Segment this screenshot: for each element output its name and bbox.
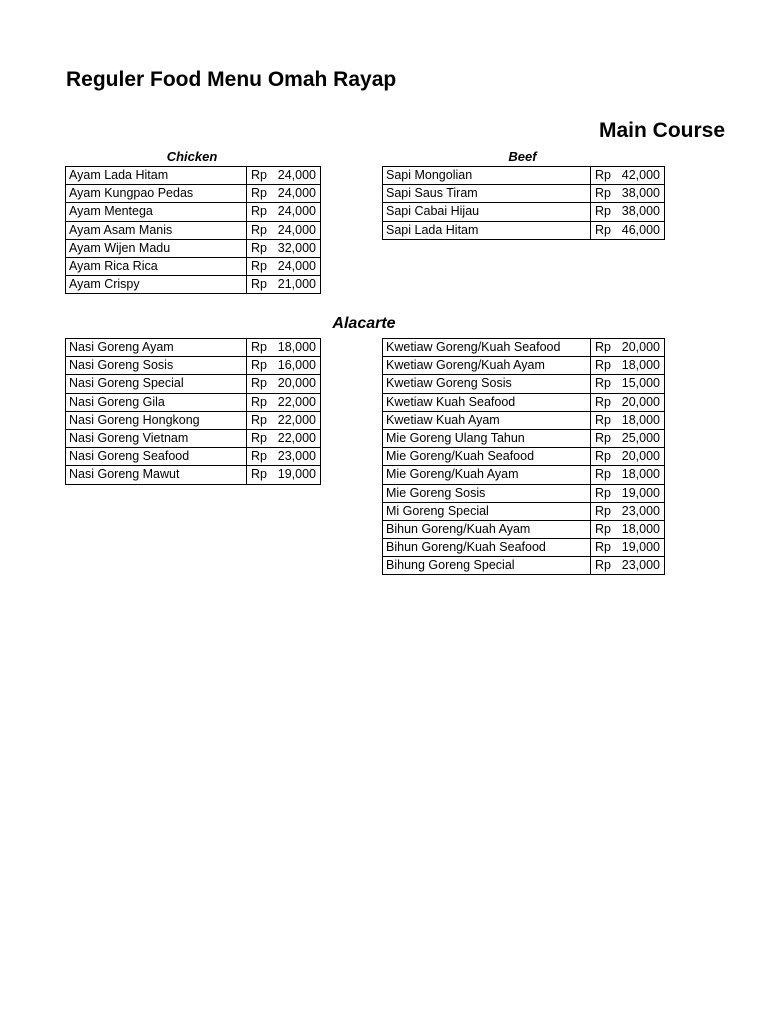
currency-label: Rp bbox=[595, 430, 611, 445]
price-amount: 19,000 bbox=[621, 540, 660, 555]
menu-item-name: Kwetiaw Kuah Ayam bbox=[383, 411, 591, 429]
menu-row bbox=[383, 357, 665, 375]
menu-item-price bbox=[247, 357, 321, 375]
menu-item-price bbox=[591, 185, 665, 203]
alacarte-right-table bbox=[382, 338, 665, 575]
price-amount: 24,000 bbox=[277, 186, 316, 201]
menu-row bbox=[383, 557, 665, 575]
price-amount: 46,000 bbox=[621, 222, 660, 237]
currency-label: Rp bbox=[251, 168, 267, 182]
menu-item-name: Nasi Goreng Mawut bbox=[66, 466, 247, 484]
menu-row bbox=[383, 167, 665, 185]
menu-row bbox=[66, 276, 321, 294]
menu-item-price bbox=[247, 466, 321, 484]
price-amount: 19,000 bbox=[621, 485, 660, 500]
menu-item-price bbox=[247, 203, 321, 221]
menu-item-name: Sapi Mongolian bbox=[383, 167, 591, 185]
currency-label: Rp bbox=[595, 412, 611, 427]
menu-item-name: Nasi Goreng Hongkong bbox=[66, 411, 247, 429]
menu-item-name: Mie Goreng/Kuah Ayam bbox=[383, 466, 591, 484]
menu-item-name: Sapi Lada Hitam bbox=[383, 221, 591, 239]
currency-label: Rp bbox=[251, 258, 267, 273]
menu-item-name: Ayam Wijen Madu bbox=[66, 239, 247, 257]
menu-row bbox=[383, 221, 665, 239]
price-amount: 20,000 bbox=[621, 449, 660, 464]
price-amount: 18,000 bbox=[277, 340, 316, 354]
price-amount: 18,000 bbox=[621, 467, 660, 482]
menu-row bbox=[383, 339, 665, 357]
currency-label: Rp bbox=[251, 358, 267, 373]
price-amount: 32,000 bbox=[277, 240, 316, 255]
menu-item-price bbox=[591, 557, 665, 575]
price-amount: 15,000 bbox=[621, 376, 660, 391]
menu-item-name: Ayam Mentega bbox=[66, 203, 247, 221]
currency-label: Rp bbox=[595, 168, 611, 182]
menu-item-name: Sapi Saus Tiram bbox=[383, 185, 591, 203]
currency-label: Rp bbox=[595, 558, 611, 573]
price-amount: 18,000 bbox=[621, 358, 660, 373]
menu-row bbox=[383, 375, 665, 393]
currency-label: Rp bbox=[595, 521, 611, 536]
currency-label: Rp bbox=[595, 540, 611, 555]
price-amount: 16,000 bbox=[277, 358, 316, 373]
price-amount: 24,000 bbox=[277, 222, 316, 237]
menu-row bbox=[383, 520, 665, 538]
menu-item-price bbox=[591, 167, 665, 185]
price-amount: 24,000 bbox=[277, 168, 316, 182]
price-amount: 38,000 bbox=[621, 204, 660, 219]
menu-item-price bbox=[247, 429, 321, 447]
currency-label: Rp bbox=[595, 204, 611, 219]
menu-item-name: Ayam Crispy bbox=[66, 276, 247, 294]
menu-row bbox=[66, 411, 321, 429]
currency-label: Rp bbox=[251, 277, 267, 292]
menu-item-name: Bihung Goreng Special bbox=[383, 557, 591, 575]
price-amount: 22,000 bbox=[277, 394, 316, 409]
price-amount: 21,000 bbox=[277, 277, 316, 292]
currency-label: Rp bbox=[251, 222, 267, 237]
currency-label: Rp bbox=[251, 412, 267, 427]
currency-label: Rp bbox=[251, 449, 267, 464]
page-title: Reguler Food Menu Omah Rayap bbox=[66, 68, 397, 91]
menu-item-price bbox=[247, 393, 321, 411]
menu-row bbox=[66, 221, 321, 239]
menu-item-name: Bihun Goreng/Kuah Seafood bbox=[383, 539, 591, 557]
menu-item-name: Kwetiaw Goreng/Kuah Ayam bbox=[383, 357, 591, 375]
menu-item-price bbox=[247, 221, 321, 239]
price-amount: 18,000 bbox=[621, 412, 660, 427]
currency-label: Rp bbox=[251, 186, 267, 201]
currency-label: Rp bbox=[595, 449, 611, 464]
price-amount: 22,000 bbox=[277, 412, 316, 427]
currency-label: Rp bbox=[595, 340, 611, 354]
menu-item-price bbox=[247, 375, 321, 393]
currency-label: Rp bbox=[251, 240, 267, 255]
menu-item-price bbox=[591, 466, 665, 484]
chicken-menu-table bbox=[65, 166, 321, 294]
currency-label: Rp bbox=[595, 394, 611, 409]
menu-item-price bbox=[591, 203, 665, 221]
menu-item-name: Mie Goreng/Kuah Seafood bbox=[383, 448, 591, 466]
currency-label: Rp bbox=[251, 204, 267, 219]
menu-item-name: Ayam Asam Manis bbox=[66, 221, 247, 239]
price-amount: 42,000 bbox=[621, 168, 660, 182]
menu-item-name: Kwetiaw Goreng Sosis bbox=[383, 375, 591, 393]
currency-label: Rp bbox=[595, 358, 611, 373]
menu-row bbox=[383, 411, 665, 429]
menu-row bbox=[66, 339, 321, 357]
menu-row bbox=[66, 167, 321, 185]
menu-row bbox=[383, 429, 665, 447]
menu-item-name: Mie Goreng Sosis bbox=[383, 484, 591, 502]
menu-row bbox=[383, 466, 665, 484]
currency-label: Rp bbox=[595, 222, 611, 237]
menu-item-name: Kwetiaw Goreng/Kuah Seafood bbox=[383, 339, 591, 357]
menu-item-price bbox=[247, 239, 321, 257]
beef-menu-table bbox=[382, 166, 665, 240]
menu-item-price bbox=[591, 357, 665, 375]
menu-item-name: Ayam Lada Hitam bbox=[66, 167, 247, 185]
menu-row bbox=[383, 185, 665, 203]
price-amount: 20,000 bbox=[621, 394, 660, 409]
menu-row bbox=[383, 539, 665, 557]
menu-item-price bbox=[247, 276, 321, 294]
price-amount: 22,000 bbox=[277, 430, 316, 445]
menu-item-price bbox=[247, 339, 321, 357]
menu-row bbox=[66, 185, 321, 203]
currency-label: Rp bbox=[251, 394, 267, 409]
menu-item-name: Sapi Cabai Hijau bbox=[383, 203, 591, 221]
menu-row bbox=[66, 357, 321, 375]
menu-item-name: Nasi Goreng Ayam bbox=[66, 339, 247, 357]
menu-item-name: Nasi Goreng Seafood bbox=[66, 448, 247, 466]
category-label-beef: Beef bbox=[508, 149, 537, 164]
price-amount: 25,000 bbox=[621, 430, 660, 445]
menu-item-name: Ayam Rica Rica bbox=[66, 257, 247, 275]
price-amount: 38,000 bbox=[621, 186, 660, 201]
menu-item-price bbox=[247, 448, 321, 466]
menu-item-price bbox=[247, 167, 321, 185]
price-amount: 23,000 bbox=[277, 449, 316, 464]
currency-label: Rp bbox=[595, 485, 611, 500]
currency-label: Rp bbox=[251, 430, 267, 445]
menu-row bbox=[383, 448, 665, 466]
currency-label: Rp bbox=[595, 376, 611, 391]
menu-row bbox=[66, 393, 321, 411]
menu-item-price bbox=[247, 185, 321, 203]
menu-row bbox=[66, 375, 321, 393]
menu-item-name: Nasi Goreng Gila bbox=[66, 393, 247, 411]
menu-item-price bbox=[591, 429, 665, 447]
menu-row bbox=[383, 203, 665, 221]
price-amount: 19,000 bbox=[277, 467, 316, 482]
menu-item-name: Nasi Goreng Sosis bbox=[66, 357, 247, 375]
menu-row bbox=[383, 502, 665, 520]
menu-item-price bbox=[591, 539, 665, 557]
menu-item-price bbox=[591, 484, 665, 502]
currency-label: Rp bbox=[251, 340, 267, 354]
menu-row bbox=[66, 429, 321, 447]
menu-item-price bbox=[591, 448, 665, 466]
menu-item-price bbox=[591, 375, 665, 393]
menu-item-name: Mie Goreng Ulang Tahun bbox=[383, 429, 591, 447]
menu-item-name: Kwetiaw Kuah Seafood bbox=[383, 393, 591, 411]
menu-item-price bbox=[591, 221, 665, 239]
price-amount: 23,000 bbox=[621, 558, 660, 573]
menu-row bbox=[66, 203, 321, 221]
price-amount: 24,000 bbox=[277, 204, 316, 219]
menu-item-price bbox=[591, 339, 665, 357]
alacarte-left-table bbox=[65, 338, 321, 485]
price-amount: 24,000 bbox=[277, 258, 316, 273]
menu-row bbox=[66, 239, 321, 257]
menu-item-price bbox=[591, 411, 665, 429]
menu-item-name: Nasi Goreng Special bbox=[66, 375, 247, 393]
currency-label: Rp bbox=[595, 186, 611, 201]
category-label-alacarte: Alacarte bbox=[332, 315, 396, 332]
category-label-chicken: Chicken bbox=[166, 149, 218, 164]
menu-item-name: Bihun Goreng/Kuah Ayam bbox=[383, 520, 591, 538]
menu-item-price bbox=[591, 502, 665, 520]
currency-label: Rp bbox=[595, 467, 611, 482]
currency-label: Rp bbox=[595, 503, 611, 518]
menu-item-name: Mi Goreng Special bbox=[383, 502, 591, 520]
price-amount: 18,000 bbox=[621, 521, 660, 536]
currency-label: Rp bbox=[251, 376, 267, 391]
price-amount: 23,000 bbox=[621, 503, 660, 518]
menu-row bbox=[66, 466, 321, 484]
menu-row bbox=[66, 257, 321, 275]
menu-item-price bbox=[247, 257, 321, 275]
menu-item-price bbox=[247, 411, 321, 429]
section-title-main-course: Main Course bbox=[599, 119, 726, 142]
menu-row bbox=[66, 448, 321, 466]
menu-item-name: Ayam Kungpao Pedas bbox=[66, 185, 247, 203]
menu-row bbox=[383, 393, 665, 411]
menu-item-price bbox=[591, 520, 665, 538]
price-amount: 20,000 bbox=[277, 376, 316, 391]
currency-label: Rp bbox=[251, 467, 267, 482]
menu-item-name: Nasi Goreng Vietnam bbox=[66, 429, 247, 447]
menu-item-price bbox=[591, 393, 665, 411]
price-amount: 20,000 bbox=[621, 340, 660, 354]
menu-row bbox=[383, 484, 665, 502]
